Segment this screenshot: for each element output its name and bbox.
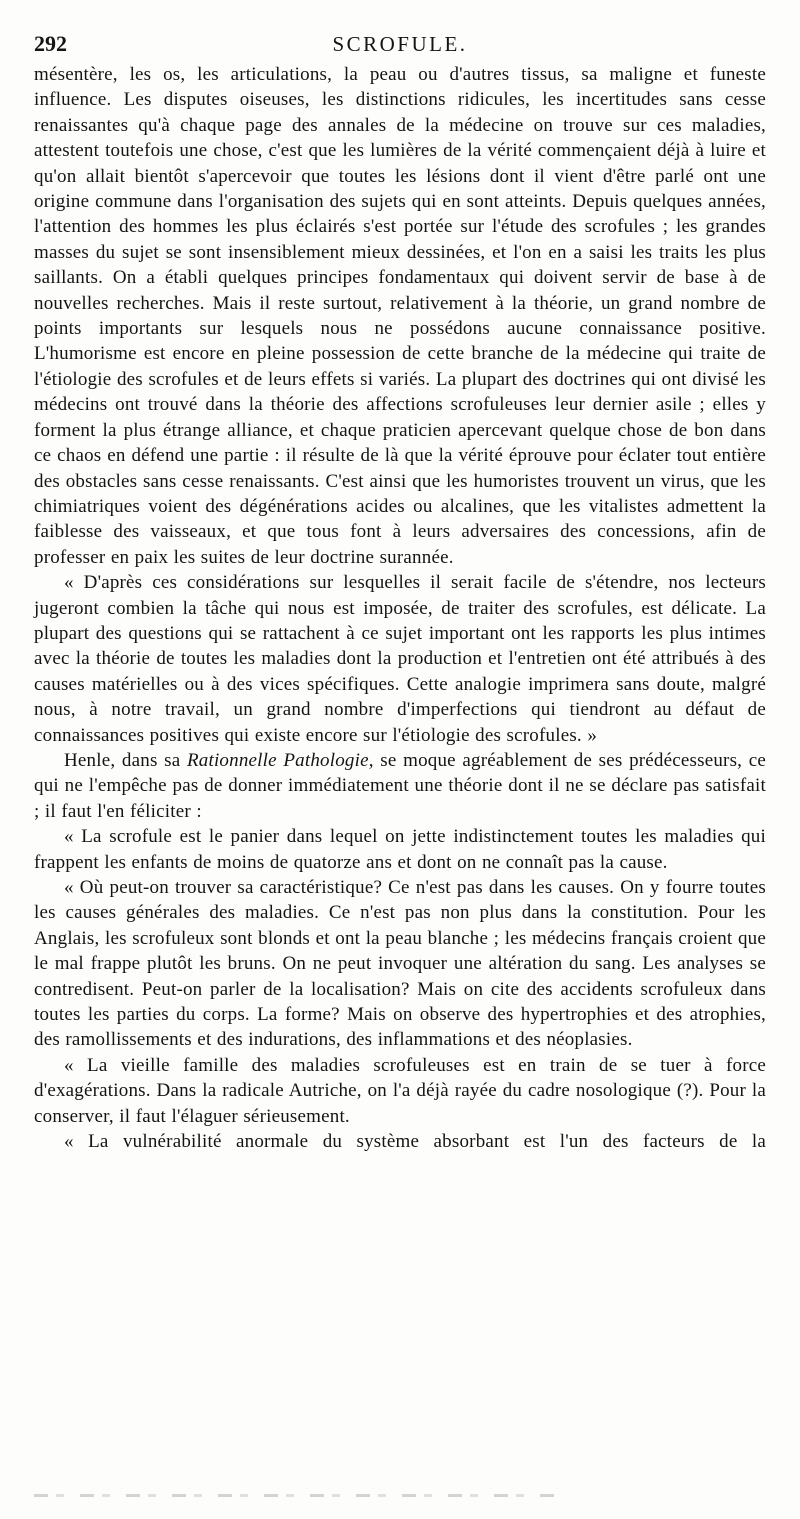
paragraph-quote-panier: « La scrofule est le panier dans lequel on jette indistinctement toutes les maladies qui frappent les enfants de moins de quatorze ans et dont on ne connaît pas la cause. <box>34 826 766 873</box>
henle-text-after: , se moque agréablement de ses prédécesseurs, ce qui ne l'empêche pas de donner immédiatement une théorie dont il ne se déclare pas satisfait ; il faut l'en féliciter : <box>34 749 766 822</box>
paragraph-quote-vulnerabilite: « La vulnérabilité anormale du système absorbant est l'un des facteurs de la <box>64 1131 766 1153</box>
book-title-italic: Rationnelle Pathologie <box>186 749 369 771</box>
henle-text-before: Henle, dans sa <box>64 749 187 771</box>
paragraph-quote-caracteristique: « Où peut-on trouver sa caractéristique? Ce n'est pas dans les causes. On y fourre toutes les causes générales des maladies. Ce n'est pas non plus dans la constitution. Pour les Anglais, les scrofuleux sont blonds et ont la peau blanche ; les médecins français croient que le mal frappe plutôt les bruns. On ne peut invoquer une altération du sang. Les analyses se contredisent. Peut-on parler de la localisation? Mais on cite des accidents scrofuleux dans toutes les parties du corps. La forme? Mais on observe des hypertrophies et des atrophies, des ramollissements et des indurations, des inflammations et des néoplasies. <box>34 877 766 1051</box>
page-number: 292 <box>34 31 67 56</box>
running-title: SCROFULE. <box>332 32 468 56</box>
running-head <box>34 30 766 58</box>
footer-print-artifact <box>34 1494 554 1497</box>
paragraph-quote-vieille-famille: « La vieille famille des maladies scrofuleuses est en train de se tuer à force d'exagérations. Dans la radicale Autriche, on l'a déjà rayée du cadre nosologique (?). Pour la conserver, il faut l'élaguer sérieusement. <box>34 1054 766 1127</box>
paragraph-henle <box>34 748 766 824</box>
paragraph-quote-considerations: « D'après ces considérations sur lesquelles il serait facile de s'étendre, nos lecteurs jugeront combien la tâche qui nous est imposée, de traiter des scrofules, est délicate. La plupart des questions qui se rattachent à ce sujet important ont les rapports les plus intimes avec la théorie de toutes les maladies dont la production et l'entretien ont été attribués à des causes matérielles ou à des vices spécifiques. Cette analogie imprimera sans doute, malgré nous, à notre travail, un grand nombre d'imperfections qui tiendront au défaut de connaissances positives qui existe encore sur l'étiologie des scrofules. » <box>34 572 766 746</box>
paragraph-continuation: mésentère, les os, les articulations, la peau ou d'autres tissus, sa maligne et funeste influence. Les disputes oiseuses, les distinctions ridicules, les incertitudes sans cesse renaissantes qu'à chaque page des annales de la médecine on trouve sur ces maladies, attestent toutefois une chose, c'est que les lumières de la vérité commençaient déjà à luire et qu'on allait bientôt s'apercevoir que toutes les lésions dont il vient d'être parlé ont une origine commune dans l'organisation des sujets qui en sont atteints. Depuis quelques années, l'attention des hommes les plus éclairés s'est portée sur l'étude des scrofules ; les grandes masses du sujet se sont insensiblement mieux dessinées, et l'on en a saisi les traits les plus saillants. On a établi quelques principes fondamentaux qui doivent servir de base à de nouvelles recherches. Mais il reste surtout, relativement à la théorie, un grand nombre de points importants sur lesquels nous ne possédons aucune connaissance positive. L'humorisme est encore en pleine possession de cette branche de la médecine qui traite de l'étiologie des scrofules et de leurs effets si variés. La plupart des doctrines qui ont divisé les médecins ont trouvé dans la théorie des affections scrofuleuses leur dernier asile ; elles y forment la plus étrange alliance, et chaque praticien apercevant quelque chose de bon dans ce chaos en défend une partie : il résulte de là que la vérité éprouve pour éclater tout entière des obstacles sans cesse renaissants. C'est ainsi que les humoristes trouvent un virus, que les chimiatriques voient des dégénérations acides ou alcalines, que les vitalistes admettent la faiblesse des vaisseaux, et que tous font à leurs adversaires des concessions, afin de professer en paix les suites de leur doctrine surannée. <box>34 64 766 568</box>
body-text <box>34 62 766 1154</box>
